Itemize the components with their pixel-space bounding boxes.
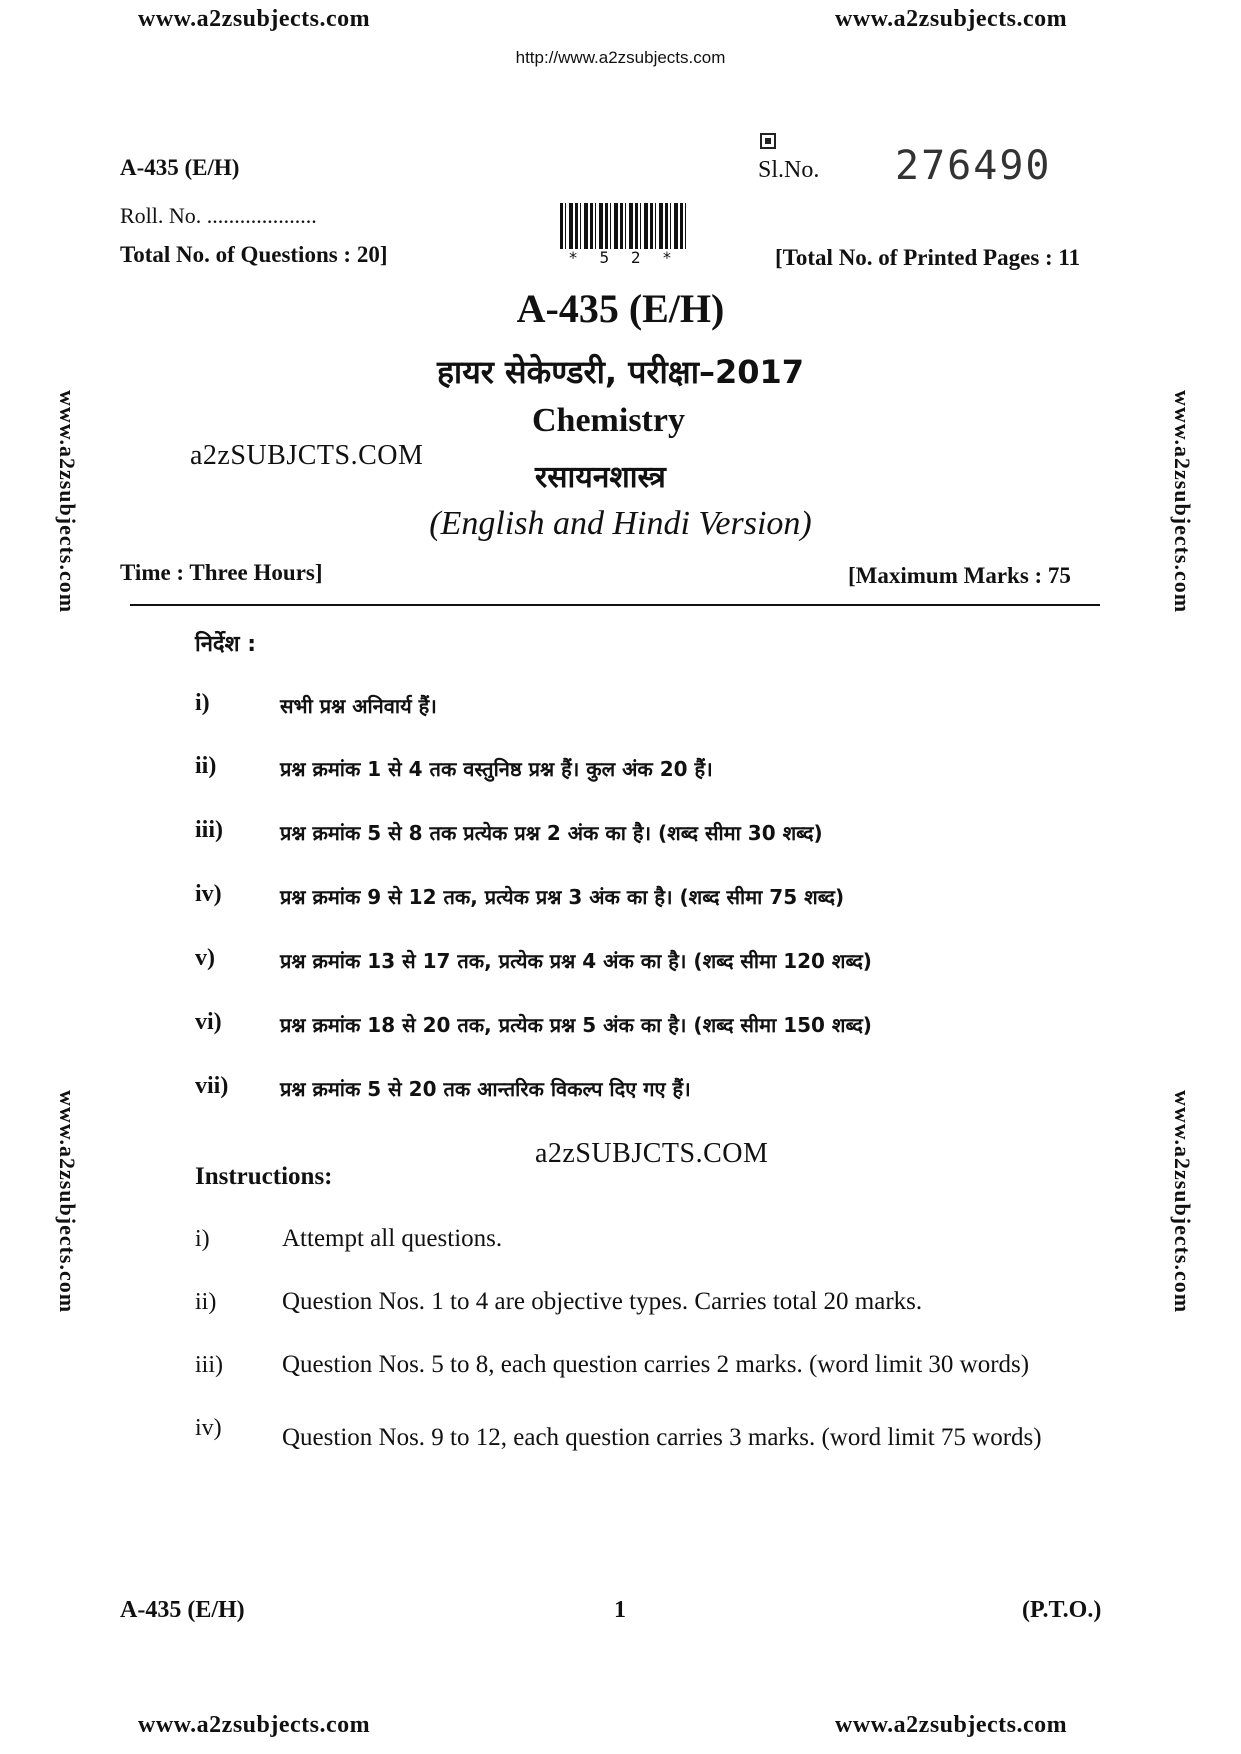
hindi-item-text: प्रश्न क्रमांक 5 से 8 तक प्रत्येक प्रश्न 2 अंक का है। (शब्द सीमा 30 शब्द) [280,821,823,845]
hindi-item-num: iv) [195,881,222,907]
english-item-text: Question Nos. 9 to 12, each question carries 3 marks. (word limit 75 words) [282,1424,1042,1451]
barcode [560,203,686,249]
english-item-text: Attempt all questions. [282,1225,503,1252]
english-item-num: iv) [195,1415,222,1441]
english-item-text: Question Nos. 5 to 8, each question carries 2 marks. (word limit 30 words) [282,1351,1030,1378]
divider [130,604,1100,606]
hindi-item-num: i) [195,690,210,716]
hindi-item-num: vii) [195,1073,229,1099]
watermark-side-right-lower: www.a2zsubjects.com [1170,1090,1195,1314]
exam-title-hindi: हायर सेकेण्डरी, परीक्षा–2017 [436,353,805,391]
qr-icon [760,133,776,149]
footer-paper-code: A-435 (E/H) [120,1597,245,1623]
serial-label: Sl.No. [758,157,820,183]
hindi-item-text: प्रश्न क्रमांक 18 से 20 तक, प्रत्येक प्रश्न 5 अंक का है। (शब्द सीमा 150 शब्द) [280,1013,872,1037]
version-note: (English and Hindi Version) [429,505,812,542]
hindi-instructions-heading: निर्देश : [195,632,257,657]
watermark-side-left-upper: www.a2zsubjects.com [55,390,80,614]
serial-number: 276490 [895,143,1052,189]
exam-time: Time : Three Hours] [120,560,323,585]
subject-hindi: रसायनशास्त्र [535,460,666,495]
english-item-num: i) [195,1226,210,1252]
watermark-top-right: www.a2zsubjects.com [835,6,1068,32]
hindi-item-num: ii) [195,753,217,779]
site-mark-middle: a2zSUBJCTS.COM [535,1138,769,1169]
hindi-item-num: iii) [195,817,223,843]
printed-pages: [Total No. of Printed Pages : 11 [775,245,1081,270]
header-paper-code: A-435 (E/H) [120,155,240,180]
hindi-item-num: v) [195,945,215,971]
max-marks: [Maximum Marks : 75 [848,563,1071,588]
english-instructions-heading: Instructions: [195,1163,333,1190]
paper-title: A-435 (E/H) [516,286,725,331]
hindi-item-text: प्रश्न क्रमांक 5 से 20 तक आन्तरिक विकल्प दिए गए हैं। [280,1077,691,1101]
barcode-label: * 5 2 * [568,248,678,267]
watermark-top-left: www.a2zsubjects.com [138,6,371,32]
site-mark-top: a2zSUBJCTS.COM [190,440,424,471]
hindi-item-text: प्रश्न क्रमांक 13 से 17 तक, प्रत्येक प्रश्न 4 अंक का है। (शब्द सीमा 120 शब्द) [280,949,872,973]
english-item-num: ii) [195,1289,217,1315]
hindi-item-text: प्रश्न क्रमांक 1 से 4 तक वस्तुनिष्ठ प्रश्न हैं। कुल अंक 20 हैं। [280,757,713,781]
hindi-item-text: सभी प्रश्न अनिवार्य हैं। [280,694,437,718]
pto-label: (P.T.O.) [1022,1597,1102,1623]
watermark-bottom-right: www.a2zsubjects.com [835,1712,1068,1738]
watermark-bottom-left: www.a2zsubjects.com [138,1712,371,1738]
subject-english: Chemistry [532,402,685,439]
english-item-text: Question Nos. 1 to 4 are objective types. Carries total 20 marks. [282,1288,923,1315]
page-number: 1 [614,1597,626,1623]
watermark-side-right-upper: www.a2zsubjects.com [1170,390,1195,614]
watermark-side-left-lower: www.a2zsubjects.com [55,1090,80,1314]
roll-number: Roll. No. .................... [120,203,317,228]
hindi-item-num: vi) [195,1009,222,1035]
english-item-num: iii) [195,1352,223,1378]
source-url: http://www.a2zsubjects.com [515,48,726,67]
total-questions: Total No. of Questions : 20] [120,242,388,267]
hindi-item-text: प्रश्न क्रमांक 9 से 12 तक, प्रत्येक प्रश्न 3 अंक का है। (शब्द सीमा 75 शब्द) [280,885,845,909]
